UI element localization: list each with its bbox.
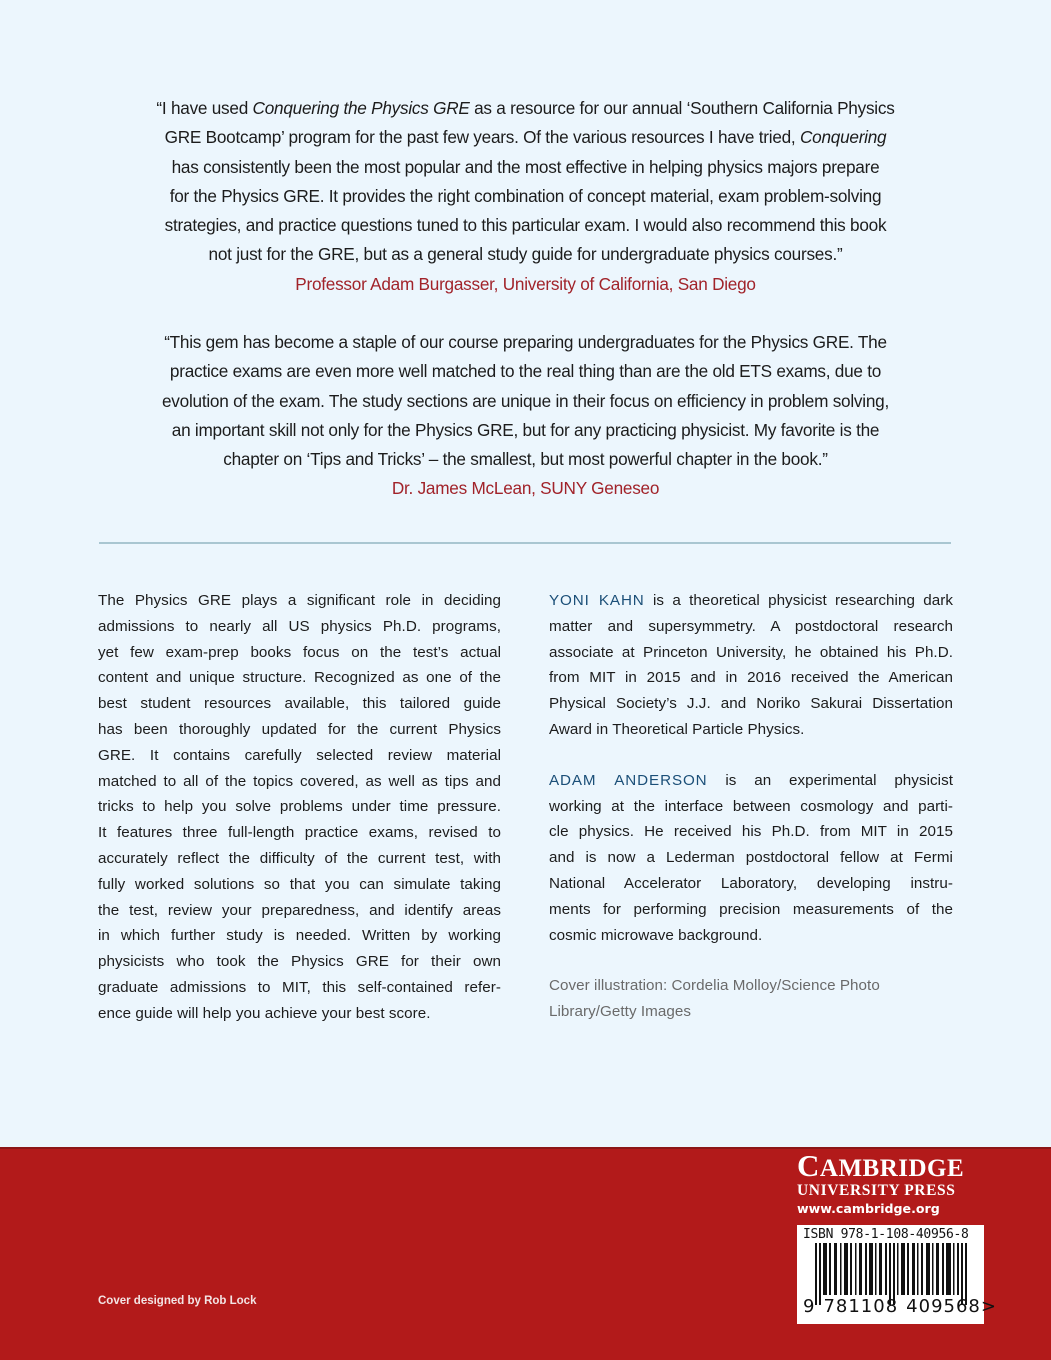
quote-line: strategies, and practice questions tuned to this particular exam. I would also recommend this book (164, 215, 887, 236)
text-line: and is now a Lederman postdoctoral fellow at Fermi (549, 849, 953, 867)
text-line: has been thoroughly updated for the current Physics (98, 720, 501, 738)
text-line: the test, review your preparedness, and identify areas (98, 901, 501, 919)
text-line: Award in Theoretical Particle Physics. (549, 720, 805, 738)
description-lines (98, 588, 501, 1027)
text-line: working at the interface between cosmology and parti- (549, 797, 953, 815)
text-line: tricks to help you solve problems under time pressure. (98, 798, 501, 816)
credit-lines (549, 973, 953, 1025)
text-line: fully worked solutions so that you can simulate taking (98, 875, 501, 893)
text-line: ments for performing precision measurements of the (549, 900, 953, 918)
isbn-barcode (797, 1225, 997, 1324)
author-bio-lines (549, 614, 953, 743)
text-line: cle physics. He received his Ph.D. from MIT in 2015 (549, 823, 953, 841)
author-bio-kahn (549, 588, 953, 743)
text-line: Library/Getty Images (549, 1003, 691, 1021)
quote-line: chapter on ‘Tips and Tricks’ – the smallest, but most powerful chapter in the book.” (223, 449, 828, 470)
author-bio-text: is an experimental physicist (707, 771, 953, 789)
quote-line: GRE Bootcamp’ program for the past few years. Of the various resources I have tried, Conquering (164, 127, 887, 148)
text-line: National Accelerator Laboratory, developing instru- (549, 874, 953, 892)
quote-text (100, 328, 951, 474)
text-line: cosmic microwave background. (549, 926, 763, 944)
text-line: The Physics GRE plays a significant role in deciding (98, 592, 501, 609)
text-line: physicists who took the Physics GRE for their own (98, 953, 501, 971)
author-bio-lines (549, 794, 953, 949)
text-line: matter and supersymmetry. A postdoctoral research (549, 617, 953, 635)
cover-illustration-credit (549, 973, 953, 1025)
quote-line: practice exams are even more well matched to the real thing than are the old ETS exams, due to (169, 361, 882, 382)
text-line: graduate admissions to MIT, this self-contained refer- (98, 978, 501, 996)
author-bios (549, 588, 953, 1025)
text-line: in which further study is needed. Written by working (98, 927, 501, 945)
text-line: associate at Princeton University, he obtained his Ph.D. (549, 643, 953, 661)
quote-line: for the Physics GRE. It provides the right combination of concept material, exam problem-solving (169, 185, 882, 206)
text-line: content and unique structure. Recognized as one of the (98, 669, 501, 687)
text-line: Cover illustration: Cordelia Molloy/Science Photo (549, 977, 880, 995)
book-description (98, 588, 501, 1027)
quote-text (100, 94, 951, 270)
publisher-subtitle: UNIVERSITY PRESS (797, 1182, 956, 1199)
publisher-logo (797, 1148, 984, 1218)
quote-line: “I have used Conquering the Physics GRE as a resource for our annual ‘Southern California Physics (156, 98, 895, 118)
publisher-url[interactable]: www.cambridge.org (797, 1201, 940, 1216)
text-line: best student resources available, this tailored guide (98, 695, 501, 713)
text-line: Physical Society’s J.J. and Noriko Sakurai Dissertation (549, 695, 953, 713)
barcode-digits: 9 781108 409568> (803, 1296, 997, 1317)
text-line: ence guide will help you achieve your best score. (98, 1004, 431, 1022)
quote-line: an important skill not only for the Physics GRE, but for any practicing physicist. My favorite is the (171, 419, 880, 440)
quote-attribution: Professor Adam Burgasser, University of California, San Diego (295, 273, 756, 294)
text-line: GRE. It contains carefully selected review material (98, 746, 501, 764)
isbn-label: ISBN 978-1-108-40956-8 (803, 1227, 969, 1242)
text-line: accurately reflect the difficulty of the current test, with (98, 849, 501, 867)
quote-attribution: Dr. James McLean, SUNY Geneseo (391, 478, 660, 499)
text-line: admissions to nearly all US physics Ph.D. programs, (98, 617, 501, 635)
testimonial-mclean (100, 328, 951, 504)
testimonial-burgasser (100, 94, 951, 299)
author-name: ADAM ANDERSON (549, 771, 708, 789)
text-line: matched to all of the topics covered, as well as tips and (98, 772, 501, 790)
text-line: from MIT in 2015 and in 2016 received the American (549, 669, 953, 687)
publisher-name: CAMBRIDGE (797, 1148, 965, 1183)
quote-line: has consistently been the most popular and the most effective in helping physics majors prepare (171, 156, 880, 177)
author-bio-text: is a theoretical physicist researching dark (644, 592, 954, 609)
author-bio-anderson (549, 768, 953, 949)
text-line: yet few exam-prep books focus on the test’s actual (98, 643, 501, 661)
author-name: YONI KAHN (549, 592, 645, 609)
quote-line: not just for the GRE, but as a general study guide for undergraduate physics courses.” (208, 244, 843, 265)
section-divider (99, 542, 951, 544)
cover-designer-credit: Cover designed by Rob Lock (98, 1295, 257, 1307)
quote-line: evolution of the exam. The study sections are unique in their focus on efficiency in problem solving, (162, 390, 889, 411)
text-line: It features three full-length practice exams, revised to (98, 824, 501, 842)
quote-line: “This gem has become a staple of our course preparing undergraduates for the Physics GRE. The (164, 332, 887, 352)
